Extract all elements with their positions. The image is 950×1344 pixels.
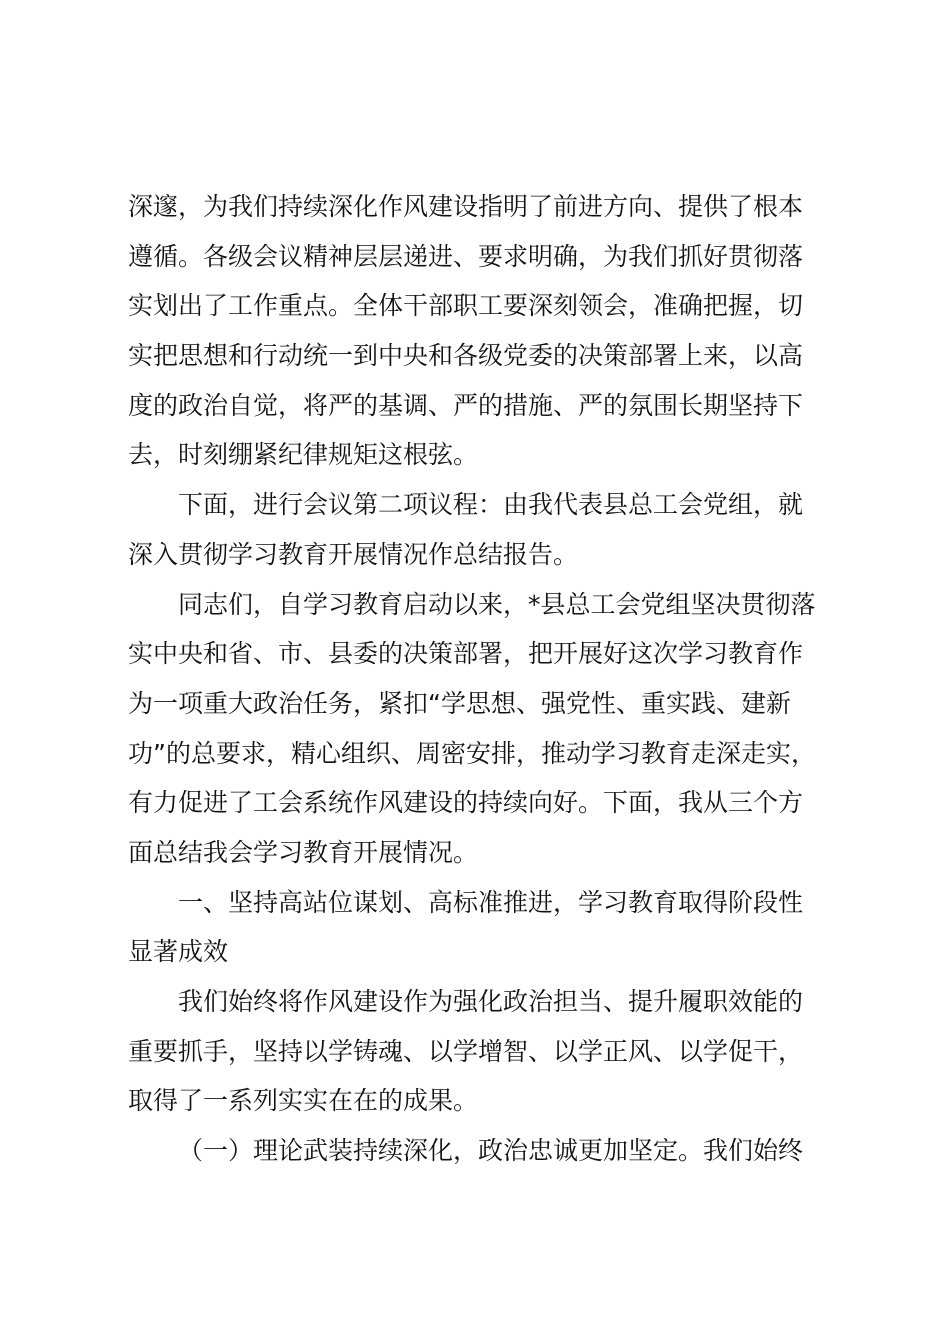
body-line: 去，时刻绷紧纪律规矩这根弦。 xyxy=(128,440,479,470)
body-line: 面总结我会学习教育开展情况。 xyxy=(128,837,479,867)
body-line: 重要抓手，坚持以学铸魂、以学增智、以学正风、以学促干， xyxy=(128,1036,804,1066)
document-body xyxy=(128,182,838,1176)
body-line: 实中央和省、市、县委的决策部署，把开展好这次学习教育作 xyxy=(128,639,804,669)
section-heading-line: 一、坚持高站位谋划、高标准推进，学习教育取得阶段性 xyxy=(178,887,804,917)
body-line: 为一项重大政治任务，紧扣“学思想、强党性、重实践、建新 xyxy=(128,688,791,718)
body-line: 功”的总要求，精心组织、周密安排，推动学习教育走深走实， xyxy=(128,738,816,768)
paragraph-start-line: 下面，进行会议第二项议程：由我代表县总工会党组，就 xyxy=(178,490,804,520)
body-line: 深入贯彻学习教育开展情况作总结报告。 xyxy=(128,539,579,569)
body-line: 实把思想和行动统一到中央和各级党委的决策部署上来，以高 xyxy=(128,341,804,371)
section-heading-line: 显著成效 xyxy=(128,937,229,967)
body-line: 取得了一系列实实在在的成果。 xyxy=(128,1086,479,1116)
body-line: 有力促进了工会系统作风建设的持续向好。下面，我从三个方 xyxy=(128,788,804,818)
body-line: 遵循。各级会议精神层层递进、要求明确，为我们抓好贯彻落 xyxy=(128,241,804,271)
paragraph-start-line: 同志们，自学习教育启动以来，*县总工会党组坚决贯彻落 xyxy=(178,589,816,619)
subsection-heading-line: （一）理论武装持续深化，政治忠诚更加坚定。我们始终 xyxy=(178,1136,804,1166)
paragraph-start-line: 我们始终将作风建设作为强化政治担当、提升履职效能的 xyxy=(178,987,804,1016)
body-line: 深邃，为我们持续深化作风建设指明了前进方向、提供了根本 xyxy=(128,192,804,221)
body-line: 度的政治自觉，将严的基调、严的措施、严的氛围长期坚持下 xyxy=(128,390,804,420)
body-line: 实划出了工作重点。全体干部职工要深刻领会，准确把握，切 xyxy=(128,291,804,321)
